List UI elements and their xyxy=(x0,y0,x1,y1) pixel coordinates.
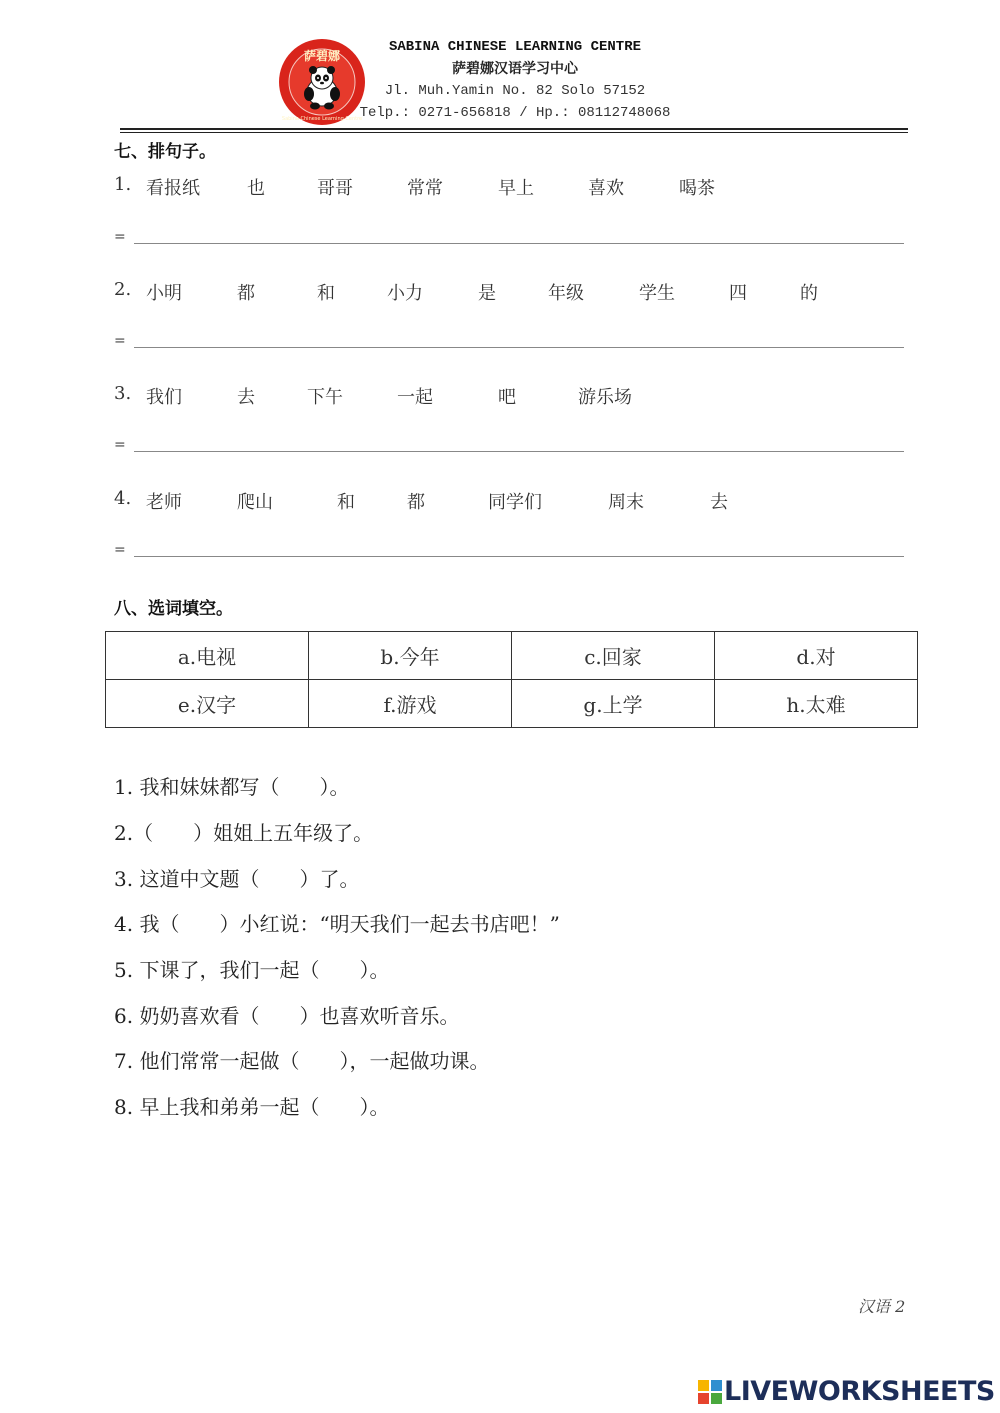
question-number: 2. xyxy=(114,279,132,300)
word-tile: 同学们 xyxy=(488,492,542,513)
fill-sentence-7[interactable]: 7. 他们常常一起做（ ），一起做功课。 xyxy=(114,1049,490,1073)
word-tile: 我们 xyxy=(146,387,182,408)
word-tile: 小明 xyxy=(146,283,182,304)
answer-marker: = xyxy=(114,229,126,245)
fill-sentence-4[interactable]: 4. 我（ ）小红说：“明天我们一起去书店吧！” xyxy=(114,912,560,936)
reorder-question-3 xyxy=(114,383,894,409)
word-tile: 去 xyxy=(710,492,728,513)
word-option-d: d.对 xyxy=(715,632,918,680)
header-divider xyxy=(120,128,908,130)
word-tile: 爬山 xyxy=(237,492,273,513)
logo-cn-text: 萨碧娜 xyxy=(303,49,341,63)
word-tile: 吧 xyxy=(498,387,516,408)
word-tile: 也 xyxy=(247,178,265,199)
word-option-h: h.太难 xyxy=(715,680,918,728)
header-divider-thin xyxy=(120,132,908,133)
word-option-b: b.今年 xyxy=(309,632,512,680)
word-bank-row xyxy=(106,632,918,680)
question-number: 4. xyxy=(114,488,132,509)
answer-line-2[interactable] xyxy=(114,333,904,353)
section8-title: 八、选词填空。 xyxy=(114,599,233,619)
word-option-f: f.游戏 xyxy=(309,680,512,728)
reorder-question-1 xyxy=(114,174,894,200)
word-tile: 看报纸 xyxy=(146,178,200,199)
word-option-c: c.回家 xyxy=(512,632,715,680)
word-tile: 和 xyxy=(337,492,355,513)
answer-line-1[interactable] xyxy=(114,229,904,249)
fill-sentence-1[interactable]: 1. 我和妹妹都写（ ）。 xyxy=(114,775,350,799)
word-bank-row xyxy=(106,680,918,728)
fill-sentence-6[interactable]: 6. 奶奶喜欢看（ ）也喜欢听音乐。 xyxy=(114,1004,460,1028)
word-tile: 去 xyxy=(237,387,255,408)
word-tile: 学生 xyxy=(639,283,675,304)
question-number: 3. xyxy=(114,383,132,404)
reorder-question-4 xyxy=(114,488,894,514)
word-tile: 小力 xyxy=(387,283,423,304)
word-tile: 和 xyxy=(317,283,335,304)
fill-sentence-5[interactable]: 5. 下课了，我们一起（ ）。 xyxy=(114,958,390,982)
school-phone: Telp.: 0271-656818 / Hp.: 08112748068 xyxy=(359,105,671,121)
reorder-question-2 xyxy=(114,279,894,305)
question-number: 1. xyxy=(114,174,132,195)
word-tile: 年级 xyxy=(548,283,584,304)
section7-title: 七、排句子。 xyxy=(114,142,216,162)
word-tile: 游乐场 xyxy=(578,387,632,408)
word-bank-table xyxy=(105,631,918,728)
answer-marker: = xyxy=(114,437,126,453)
word-option-e: e.汉字 xyxy=(106,680,309,728)
word-tile: 喜欢 xyxy=(588,178,624,199)
fill-sentence-2[interactable]: 2.（ ）姐姐上五年级了。 xyxy=(114,821,374,845)
answer-line-4[interactable] xyxy=(114,542,904,562)
school-header xyxy=(350,36,680,124)
word-tile: 一起 xyxy=(397,387,433,408)
fill-sentence-3[interactable]: 3. 这道中文题（ ）了。 xyxy=(114,867,360,891)
word-tile: 都 xyxy=(237,283,255,304)
word-tile: 的 xyxy=(800,283,818,304)
word-tile: 常常 xyxy=(407,178,443,199)
answer-marker: = xyxy=(114,542,126,558)
word-tile: 周末 xyxy=(608,492,644,513)
word-tile: 四 xyxy=(729,283,747,304)
school-name-en: SABINA CHINESE LEARNING CENTRE xyxy=(388,39,642,55)
logo-ring-text: Sabina Chinese Learning Centre xyxy=(281,116,363,122)
word-tile: 老师 xyxy=(146,492,182,513)
word-tile: 下午 xyxy=(307,387,343,408)
page-label: 汉语 2 xyxy=(858,1297,906,1316)
fill-sentence-8[interactable]: 8. 早上我和弟弟一起（ ）。 xyxy=(114,1095,390,1119)
word-option-a: a.电视 xyxy=(106,632,309,680)
word-tile: 是 xyxy=(478,283,496,304)
word-option-g: g.上学 xyxy=(512,680,715,728)
answer-marker: = xyxy=(114,333,126,349)
word-tile: 喝茶 xyxy=(679,178,715,199)
word-tile: 都 xyxy=(407,492,425,513)
answer-line-3[interactable] xyxy=(114,437,904,457)
word-tile: 早上 xyxy=(498,178,534,199)
word-tile: 哥哥 xyxy=(317,178,353,199)
liveworksheets-logo-icon xyxy=(698,1380,722,1404)
school-address: Jl. Muh.Yamin No. 82 Solo 57152 xyxy=(384,83,646,99)
liveworksheets-wordmark: LIVEWORKSHEETS xyxy=(724,1376,995,1407)
school-name-cn: 萨碧娜汉语学习中心 xyxy=(452,61,578,77)
